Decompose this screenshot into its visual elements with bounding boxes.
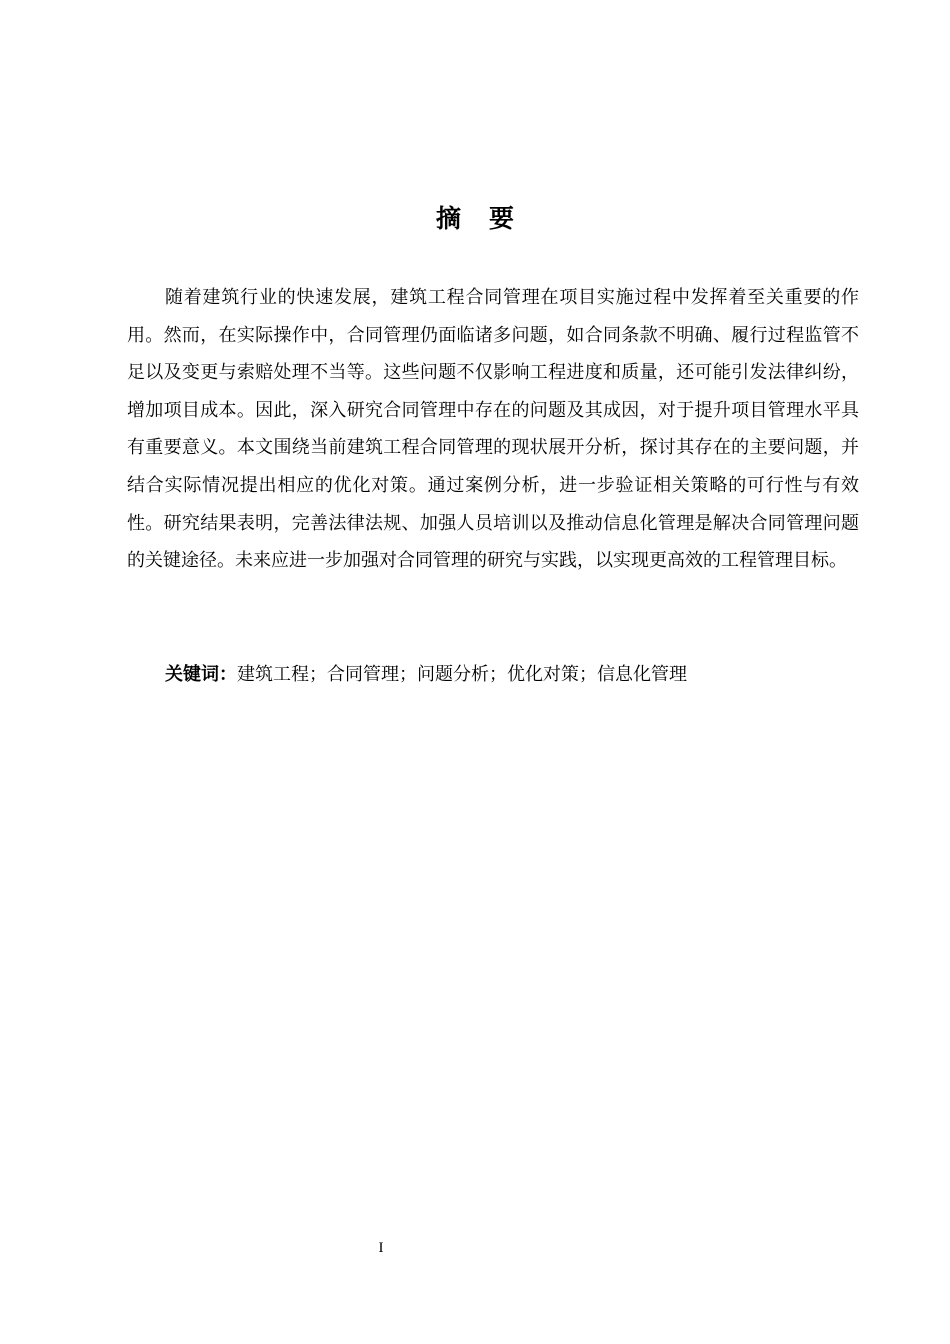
title-char-1: 摘 — [435, 204, 461, 233]
keywords-text: 建筑工程；合同管理；问题分析；优化对策；信息化管理 — [237, 664, 687, 685]
title-char-2: 要 — [489, 204, 515, 233]
keywords-label: 关键词： — [165, 664, 237, 685]
abstract-paragraph: 随着建筑行业的快速发展，建筑工程合同管理在项目实施过程中发挥着至关重要的作用。然而，在实际操作中，合同管理仍面临诸多问题，如合同条款不明确、履行过程监管不足以及变更与索赔处理不当等。这些问题不仅影响工程进度和质量，还可能引发法律纠纷，增加项目成本。因此，深入研究合同管理中存在的问题及其成因，对于提升项目管理水平具有重要意义。本文围绕当前建筑工程合同管理的现状展开分析，探讨其存在的主要问题，并结合实际情况提出相应的优化对策。通过案例分析，进一步验证相关策略的可行性与有效性。研究结果表明，完善法律法规、加强人员培训以及推动信息化管理是解决合同管理问题的关键途径。未来应进一步加强对合同管理的研究与实践，以实现更高效的工程管理目标。 — [127, 287, 859, 572]
keywords-line — [165, 660, 865, 690]
page-number: I — [378, 1240, 384, 1256]
page-title — [0, 201, 950, 237]
